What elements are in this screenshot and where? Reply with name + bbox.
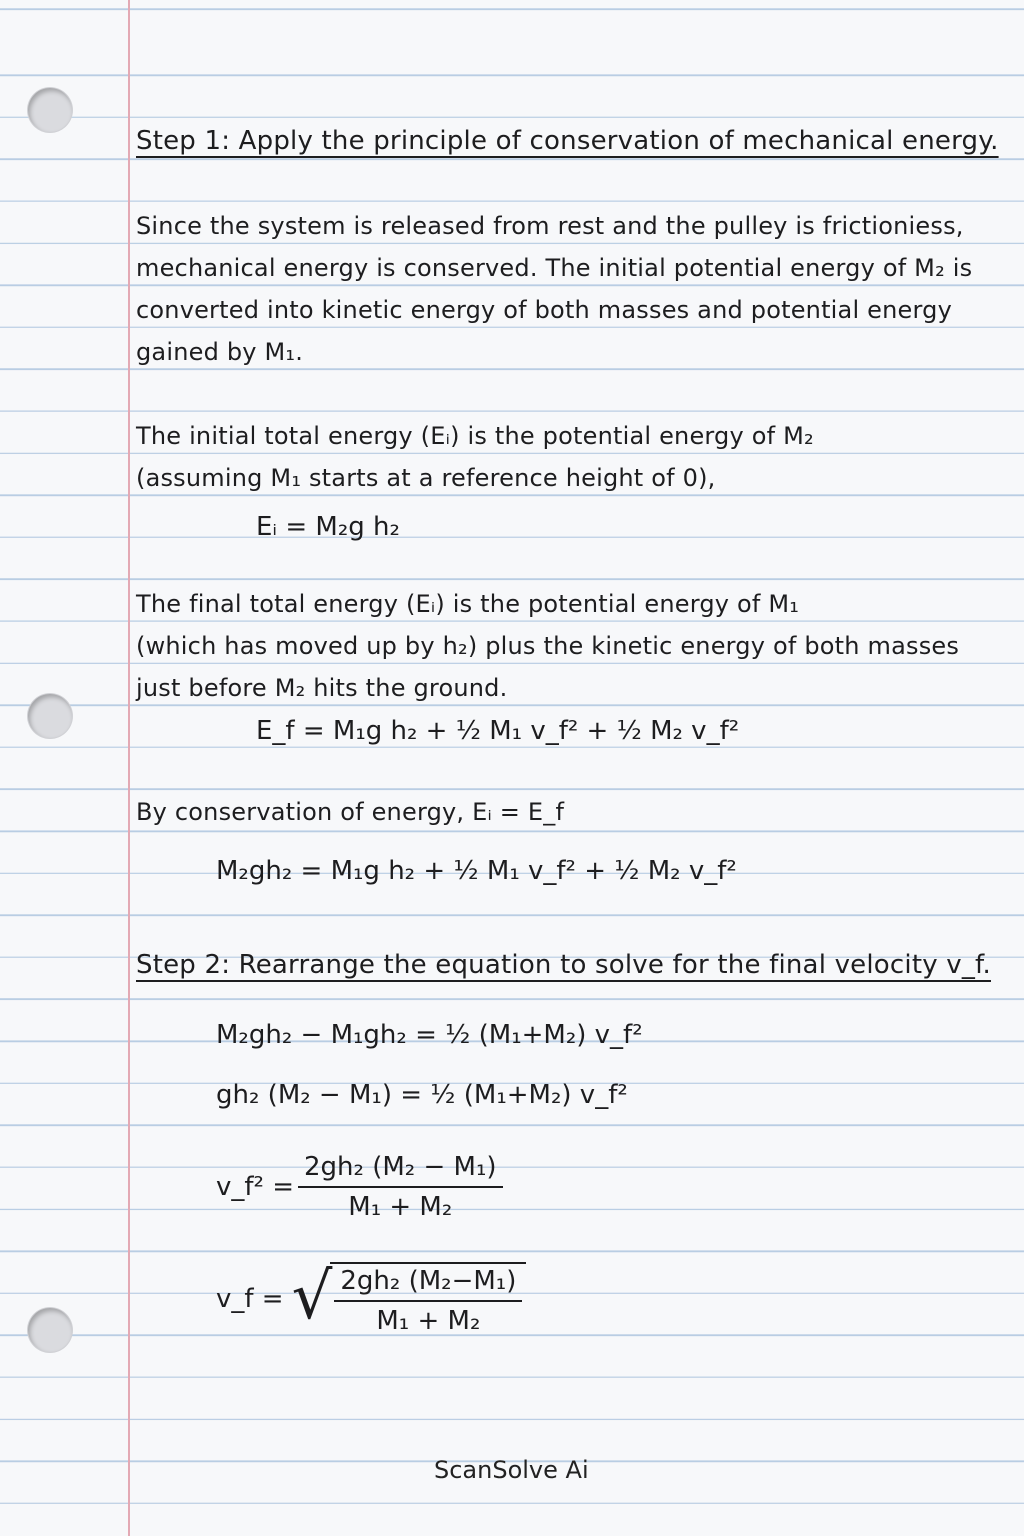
margin-line (128, 0, 130, 1536)
vf-denominator: M₁ + M₂ (376, 1306, 481, 1336)
square-root-body (330, 1262, 526, 1336)
vf-lhs: v_f = (216, 1284, 284, 1314)
equation-final-energy: E_f = M₁g h₂ + ½ M₁ v_f² + ½ M₂ v_f² (256, 716, 740, 746)
equation-conservation: M₂gh₂ = M₁g h₂ + ½ M₁ v_f² + ½ M₂ v_f² (216, 856, 737, 886)
vf-squared-fraction (298, 1152, 503, 1222)
vf-squared-lhs: v_f² = (216, 1172, 295, 1202)
punch-hole-top (28, 88, 72, 132)
equation-initial-energy: Eᵢ = M₂g h₂ (256, 512, 400, 542)
step1-heading: Step 1: Apply the principle of conservation of mechanical energy. (136, 126, 999, 156)
square-root (292, 1262, 527, 1336)
vf-numerator: 2gh₂ (M₂−M₁) (334, 1266, 522, 1302)
square-root-icon: √ (291, 1260, 333, 1334)
step2-heading: Step 2: Rearrange the equation to solve for the final velocity v_f. (136, 950, 991, 980)
step1-para1-line1: Since the system is released from rest and the pulley is frictioniess, (136, 212, 964, 240)
step1-para1-line3: converted into kinetic energy of both masses and potential energy (136, 296, 952, 324)
equation-vf-squared (216, 1152, 507, 1222)
vf-squared-denominator: M₁ + M₂ (348, 1192, 453, 1222)
equation-rearranged-2: gh₂ (M₂ − M₁) = ½ (M₁+M₂) v_f² (216, 1080, 628, 1110)
step1-para1-line2: mechanical energy is conserved. The initial potential energy of M₂ is (136, 254, 973, 282)
step1-para2-line2: (assuming M₁ starts at a reference height of 0), (136, 464, 716, 492)
step1-para3-line2: (which has moved up by h₂) plus the kinetic energy of both masses (136, 632, 960, 660)
equation-vf (216, 1262, 526, 1336)
punch-hole-bottom (28, 1308, 72, 1352)
step1-para3-line3: just before M₂ hits the ground. (136, 674, 508, 702)
step1-para2-line1: The initial total energy (Eᵢ) is the potential energy of M₂ (136, 422, 814, 450)
vf-fraction (334, 1266, 522, 1336)
equation-rearranged-1: M₂gh₂ − M₁gh₂ = ½ (M₁+M₂) v_f² (216, 1020, 643, 1050)
step1-para1-line4: gained by M₁. (136, 338, 304, 366)
punch-hole-middle (28, 694, 72, 738)
vf-squared-numerator: 2gh₂ (M₂ − M₁) (298, 1152, 503, 1188)
step1-para3-line1: The final total energy (Eᵢ) is the potential energy of M₁ (136, 590, 800, 618)
watermark: ScanSolve Ai (434, 1456, 589, 1484)
conservation-line: By conservation of energy, Eᵢ = E_f (136, 798, 565, 826)
